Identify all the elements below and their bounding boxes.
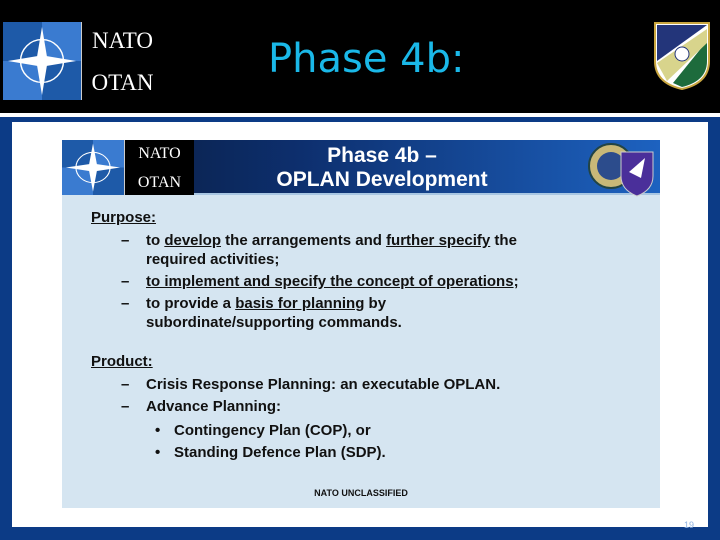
text: to implement and specify the concept of operations	[146, 273, 514, 290]
dash: –	[121, 376, 130, 393]
text: Contingency Plan (COP), or	[174, 422, 371, 439]
sub-item	[91, 443, 519, 462]
product-item	[91, 397, 519, 416]
title-line-1: Phase 4b –	[327, 144, 437, 167]
logo-text-otan: OTAN	[91, 70, 154, 95]
text: to provide a	[146, 295, 236, 312]
logo-text-otan: OTAN	[137, 174, 182, 191]
purpose-item	[91, 272, 519, 291]
text: required activities;	[146, 251, 280, 268]
slide-number: 19	[684, 520, 695, 530]
product-heading: Product:	[91, 353, 153, 370]
classification-label: NATO UNCLASSIFIED	[314, 488, 408, 498]
text: basis for planning	[235, 295, 365, 312]
nato-compass-star-icon	[62, 140, 124, 195]
purpose-item	[91, 231, 519, 269]
nato-logo	[3, 22, 163, 100]
command-seals-icon	[585, 142, 657, 197]
dash: –	[121, 273, 130, 290]
text: the	[490, 232, 517, 249]
dash: –	[121, 295, 130, 312]
product-item	[91, 375, 519, 394]
embedded-slide	[62, 140, 660, 508]
bullet: •	[155, 444, 161, 461]
embedded-slide-header	[62, 140, 660, 195]
text: further specify	[386, 232, 491, 249]
logo-text-nato: NATO	[92, 28, 153, 53]
bullet: •	[155, 422, 161, 439]
slide-header	[0, 0, 720, 113]
text: subordinate/supporting commands.	[146, 314, 402, 331]
purpose-item	[91, 294, 519, 332]
slide-body	[91, 208, 519, 465]
text: ;	[513, 273, 519, 290]
purpose-heading: Purpose:	[91, 209, 157, 226]
text: to	[146, 232, 165, 249]
embedded-nato-logo	[62, 140, 194, 195]
title-line-2: OPLAN Development	[276, 168, 488, 191]
dash: –	[121, 232, 130, 249]
sub-item	[91, 421, 519, 440]
dash: –	[121, 398, 130, 415]
logo-text-nato: NATO	[138, 145, 181, 162]
text: by	[364, 295, 387, 312]
text: the arrangements and	[221, 232, 387, 249]
text: develop	[164, 232, 222, 249]
page-title: Phase 4b:	[268, 36, 465, 82]
text: Standing Defence Plan (SDP).	[174, 444, 386, 461]
text: Crisis Response Planning: an executable OPLAN.	[146, 376, 501, 393]
unit-crest-icon	[653, 21, 711, 91]
nato-compass-star-icon	[3, 22, 81, 100]
text: Advance Planning:	[146, 398, 282, 415]
embedded-slide-title	[232, 144, 532, 192]
